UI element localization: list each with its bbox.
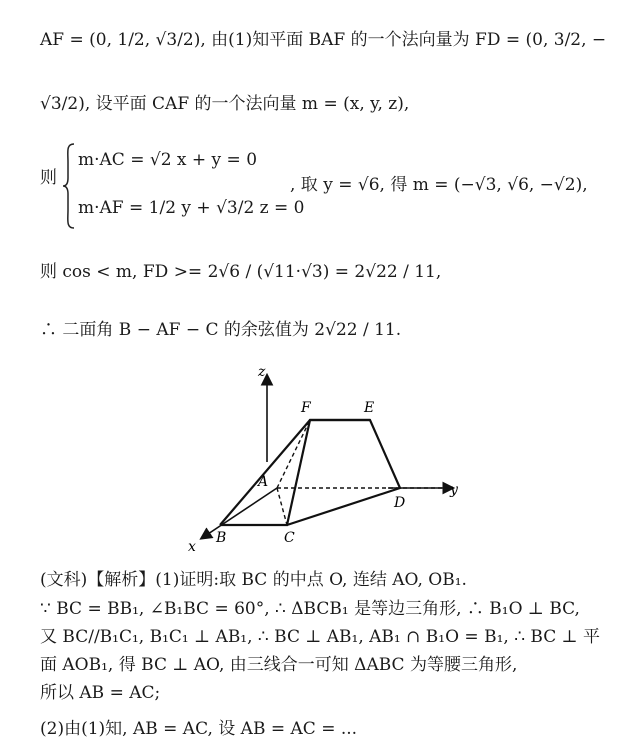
label-C: C: [284, 530, 295, 546]
text-line-1: AF = (0, 1/2, √3/2), 由(1)知平面 BAF 的一个法向量为 FD = (0, 3/2, −: [40, 30, 607, 50]
text-wenke-3: 又 BC//B₁C₁, B₁C₁ ⊥ AB₁, ∴ BC ⊥ AB₁, AB₁ ∩ B₁O = B₁, ∴ BC ⊥ 平: [40, 627, 601, 647]
label-y: y: [450, 482, 458, 498]
equation-2: m·AF = 1/2 y + √3/2 z = 0: [78, 198, 305, 218]
text-ze: 则: [40, 168, 57, 188]
label-E: E: [364, 400, 375, 416]
label-x: x: [188, 539, 196, 555]
x-axis: [202, 488, 277, 538]
label-B: B: [216, 530, 227, 546]
text-wenke-1: (文科)【解析】(1)证明:取 BC 的中点 O, 连结 AO, OB₁.: [40, 570, 467, 590]
text-wenke-2: ∵ BC = BB₁, ∠B₁BC = 60°, ∴ ΔBCB₁ 是等边三角形, ∴ B₁O ⊥ BC,: [40, 599, 580, 619]
label-z: z: [258, 364, 266, 380]
text-conclusion: ∴ 二面角 B − AF − C 的余弦值为 2√22 / 11.: [40, 320, 402, 340]
text-take-y: , 取 y = √6, 得 m = (−√3, √6, −√2),: [290, 175, 588, 195]
solid-edges: [220, 420, 400, 525]
text-wenke-6-cut: (2)由(1)知, AB = AC, 设 AB = AC = ...: [40, 719, 358, 738]
text-wenke-5: 所以 AB = AC;: [40, 683, 161, 703]
text-cos-line: 则 cos < m, FD >= 2√6 / (√11·√3) = 2√22 / 11,: [40, 262, 442, 282]
text-wenke-4: 面 AOB₁, 得 BC ⊥ AO, 由三线合一可知 ΔABC 为等腰三角形,: [40, 655, 518, 675]
left-brace: [62, 142, 76, 230]
label-F: F: [301, 400, 311, 416]
text-line-2: √3/2), 设平面 CAF 的一个法向量 m = (x, y, z),: [40, 94, 410, 114]
label-D: D: [394, 495, 406, 511]
edge-AC: [277, 488, 287, 525]
edge-BF: [220, 420, 310, 525]
geometry-figure: [180, 362, 470, 557]
label-A: A: [258, 474, 269, 490]
equation-1: m·AC = √2 x + y = 0: [78, 150, 258, 170]
